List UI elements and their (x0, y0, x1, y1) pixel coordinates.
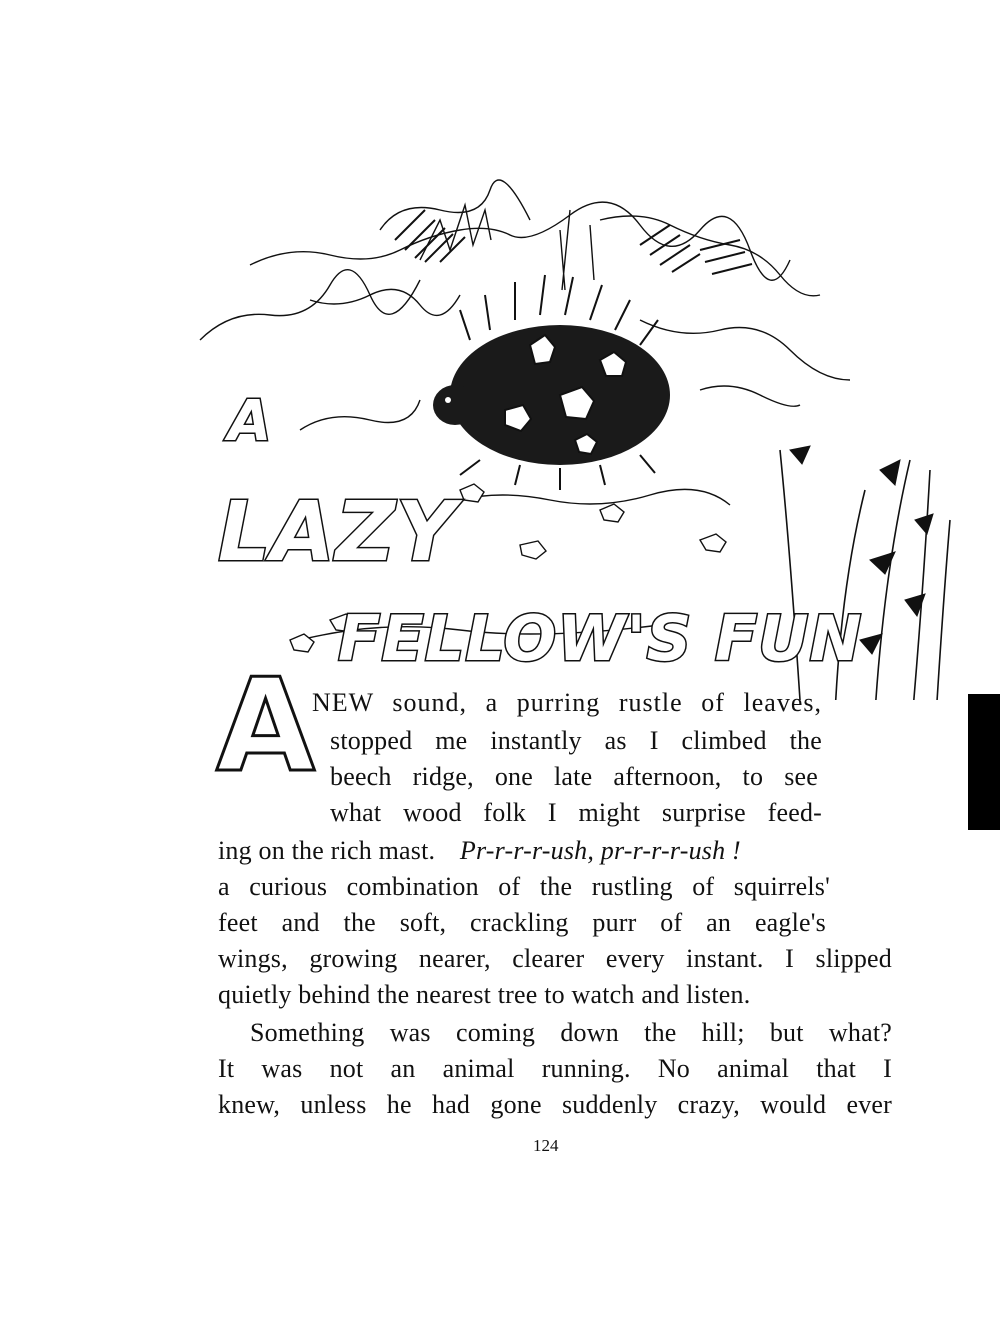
porcupine-drawing (433, 275, 670, 490)
title-word-a: A (228, 389, 273, 454)
paragraph1-line1: NEW sound, a purring rustle of leaves, (312, 688, 822, 717)
paragraph1-line2: stopped me instantly as I climbed the (330, 726, 822, 755)
paragraph1-line9: quietly behind the nearest tree to watch and listen. (218, 980, 751, 1009)
paragraph1-line6: a curious combination of the rustling of squirrels' (218, 872, 830, 901)
title-word-lazy: LAZY (218, 485, 457, 580)
paragraph1-line3: beech ridge, one late afternoon, to see (330, 762, 818, 791)
dropcap-initial (216, 652, 316, 812)
paragraph1-line4: what wood folk I might surprise feed- (330, 798, 822, 827)
paragraph2-line2: It was not an animal running. No animal that I (218, 1054, 892, 1083)
paragraph2-line3: knew, unless he had gone suddenly crazy, would ever (218, 1090, 892, 1119)
scan-edge-bar (968, 694, 1000, 830)
dropcap-letter: A (216, 652, 316, 801)
page-number: 124 (533, 1136, 559, 1155)
paragraph1-line8: wings, growing nearer, clearer every instant. I slipped (218, 944, 892, 973)
title-word-fellows-fun: FELLOW'S FUN (338, 602, 863, 675)
paragraph2-line1: Something was coming down the hill; but what? (250, 1018, 892, 1047)
hatching-drawing (395, 210, 752, 274)
paragraph1-line5 (218, 836, 828, 866)
paragraph1-line7: feet and the soft, crackling purr of an eagle's (218, 908, 826, 937)
paragraph1-line5-text: ing on the rich mast. (218, 836, 436, 865)
paragraph1-line5-italic: Pr-r-r-r-ush, pr-r-r-r-ush ! (459, 836, 741, 865)
